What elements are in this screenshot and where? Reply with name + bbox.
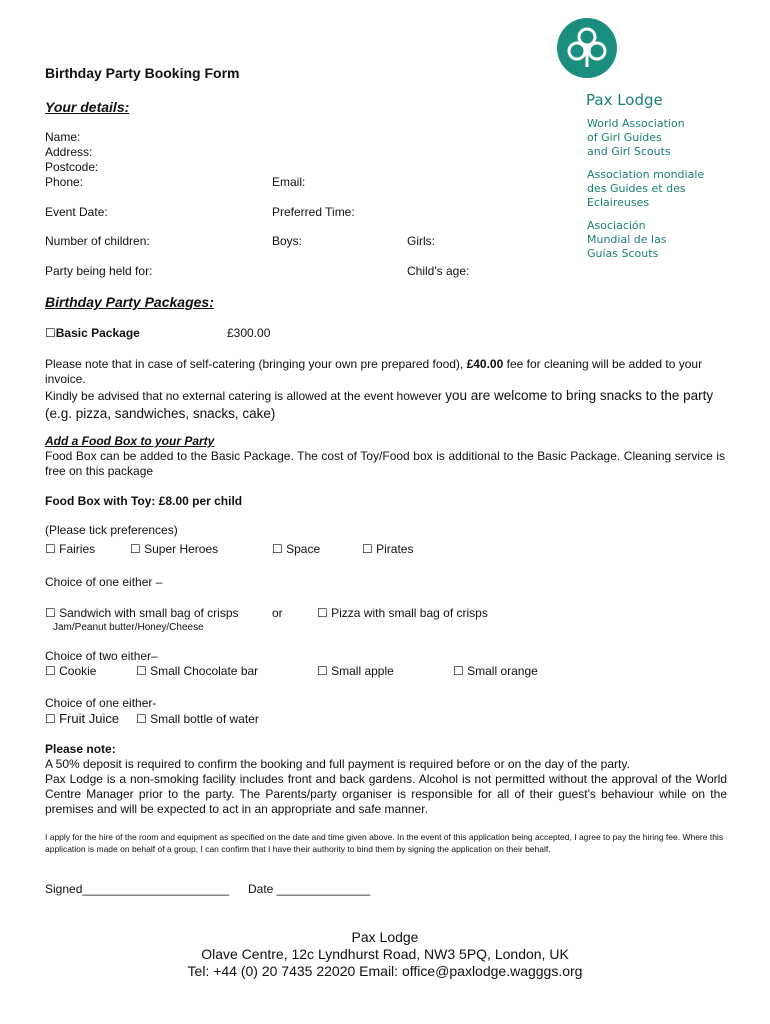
apple-label: Small apple (331, 664, 394, 678)
footer-contact: Tel: +44 (0) 20 7435 22020 Email: office@paxlodge.wagggs.org (187, 963, 583, 979)
apple-option[interactable] (317, 664, 394, 678)
checkbox-icon[interactable]: ☐ (45, 606, 56, 620)
basic-package-label: Basic Package (55, 326, 140, 340)
pizza-option[interactable] (317, 606, 488, 620)
logo-fr-line-1: Association mondiale (587, 168, 705, 181)
postcode-label: Postcode: (45, 160, 99, 174)
agreement-text: I apply for the hire of the room and equipment as specified on the date and time given above. In the event of this application being accepted, I agree to pay the hiring fee. Where this application is made on behalf of a group, I can confirm that I have their authority to bind them by signing the application on their behalf. (45, 832, 724, 854)
food-box-heading: Add a Food Box to your Party (45, 434, 215, 448)
theme-super-heroes-label: Super Heroes (144, 542, 219, 556)
checkbox-icon[interactable]: ☐ (45, 326, 56, 340)
logo-en-line-1: World Association (587, 117, 685, 130)
choice-one-either-drink: Choice of one either- (45, 696, 157, 710)
orange-option[interactable] (453, 664, 538, 678)
packages-heading: Birthday Party Packages: (45, 294, 214, 310)
checkbox-icon[interactable]: ☐ (272, 542, 283, 556)
smoking-note: Pax Lodge is a non-smoking facility includes front and back gardens. Alcohol is not permitted without the approval of the World Centre Manager prior to the party. The Parents/party organiser is responsible for all of their guest's behaviour while on the premises and will be expected to act in an appropriate and safe manner. (45, 772, 727, 816)
event-date-label: Event Date: (45, 205, 108, 219)
theme-super-heroes-option[interactable] (130, 542, 218, 556)
checkbox-icon[interactable]: ☐ (45, 712, 56, 726)
logo-es-line-3: Guías Scouts (587, 247, 659, 260)
catering-fee: £40.00 (466, 357, 504, 371)
preferred-time-label: Preferred Time: (272, 205, 355, 219)
food-box-description: Food Box can be added to the Basic Package. The cost of Toy/Food box is additional to the Basic Package. Cleaning service is free on this package (45, 449, 725, 478)
logo-fr-line-2: des Guides et des (587, 182, 686, 195)
choice-two-either: Choice of two either– (45, 649, 158, 663)
theme-space-label: Space (286, 542, 321, 556)
email-label: Email: (272, 175, 306, 189)
theme-pirates-option[interactable] (362, 542, 413, 556)
phone-label: Phone: (45, 175, 84, 189)
logo-en-line-2: of Girl Guides (587, 131, 662, 144)
number-of-children-label: Number of children: (45, 234, 150, 248)
catering-note-pre: Please note that in case of self-catering (bringing your own pre prepared food), (45, 357, 467, 371)
theme-fairies-option[interactable] (45, 542, 95, 556)
pizza-label: Pizza with small bag of crisps (331, 606, 488, 620)
checkbox-icon[interactable]: ☐ (317, 606, 328, 620)
logo-name: Pax Lodge (586, 91, 663, 109)
catering-note (45, 357, 725, 387)
chocolate-bar-option[interactable] (136, 664, 258, 678)
checkbox-icon[interactable]: ☐ (317, 664, 328, 678)
theme-space-option[interactable] (272, 542, 320, 556)
water-option[interactable] (136, 712, 259, 726)
boys-label: Boys: (272, 234, 303, 248)
party-held-for-label: Party being held for: (45, 264, 153, 278)
external-catering-note (45, 387, 727, 423)
tick-preferences-note: (Please tick preferences) (45, 523, 178, 537)
checkbox-icon[interactable]: ☐ (136, 712, 147, 726)
sandwich-fillings: Jam/Peanut butter/Honey/Cheese (53, 622, 204, 633)
address-label: Address: (45, 145, 93, 159)
date-line[interactable]: Date ______________ (248, 882, 371, 896)
catering-note-post: fee for cleaning will be added to your invoice. (45, 357, 703, 386)
fruit-juice-option[interactable] (45, 711, 119, 726)
your-details-heading: Your details: (45, 99, 130, 115)
external-note-post: you are welcome to bring snacks to the party (e.g. pizza, sandwiches, snacks, cake) (45, 388, 714, 421)
theme-fairies-label: Fairies (59, 542, 96, 556)
theme-pirates-label: Pirates (376, 542, 414, 556)
water-label: Small bottle of water (150, 712, 259, 726)
orange-label: Small orange (467, 664, 538, 678)
checkbox-icon[interactable]: ☐ (45, 542, 56, 556)
checkbox-icon[interactable]: ☐ (136, 664, 147, 678)
footer-name: Pax Lodge (351, 929, 419, 945)
logo-en-line-3: and Girl Scouts (587, 145, 671, 158)
checkbox-icon[interactable]: ☐ (130, 542, 141, 556)
trefoil-logo-icon (556, 17, 618, 79)
girls-label: Girls: (407, 234, 435, 248)
basic-package-option[interactable] (45, 326, 140, 340)
logo-es-line-2: Mundial de las (587, 233, 667, 246)
signed-line[interactable]: Signed______________________ (45, 882, 230, 896)
checkbox-icon[interactable]: ☐ (453, 664, 464, 678)
checkbox-icon[interactable]: ☐ (45, 664, 56, 678)
please-note-heading: Please note: (45, 742, 116, 756)
checkbox-icon[interactable]: ☐ (362, 542, 373, 556)
food-box-with-toy: Food Box with Toy: £8.00 per child (45, 494, 243, 508)
cookie-option[interactable] (45, 664, 96, 678)
childs-age-label: Child's age: (407, 264, 470, 278)
logo-es-line-1: Asociación (587, 219, 646, 232)
form-title: Birthday Party Booking Form (45, 65, 240, 81)
name-label: Name: (45, 130, 81, 144)
deposit-note: A 50% deposit is required to confirm the booking and full payment is required before or on the day of the party. (45, 757, 630, 771)
fruit-juice-label: Fruit Juice (59, 711, 120, 726)
logo-fr-line-3: Eclaireuses (587, 196, 650, 209)
sandwich-label: Sandwich with small bag of crisps (59, 606, 239, 620)
choice-one-either: Choice of one either – (45, 575, 163, 589)
or-label: or (272, 606, 283, 620)
footer-address: Olave Centre, 12c Lyndhurst Road, NW3 5PQ, London, UK (201, 946, 569, 962)
chocolate-bar-label: Small Chocolate bar (150, 664, 259, 678)
basic-package-price: £300.00 (227, 326, 271, 340)
cookie-label: Cookie (59, 664, 97, 678)
external-note-pre: Kindly be advised that no external catering is allowed at the event however (45, 389, 446, 403)
sandwich-option[interactable] (45, 606, 239, 620)
